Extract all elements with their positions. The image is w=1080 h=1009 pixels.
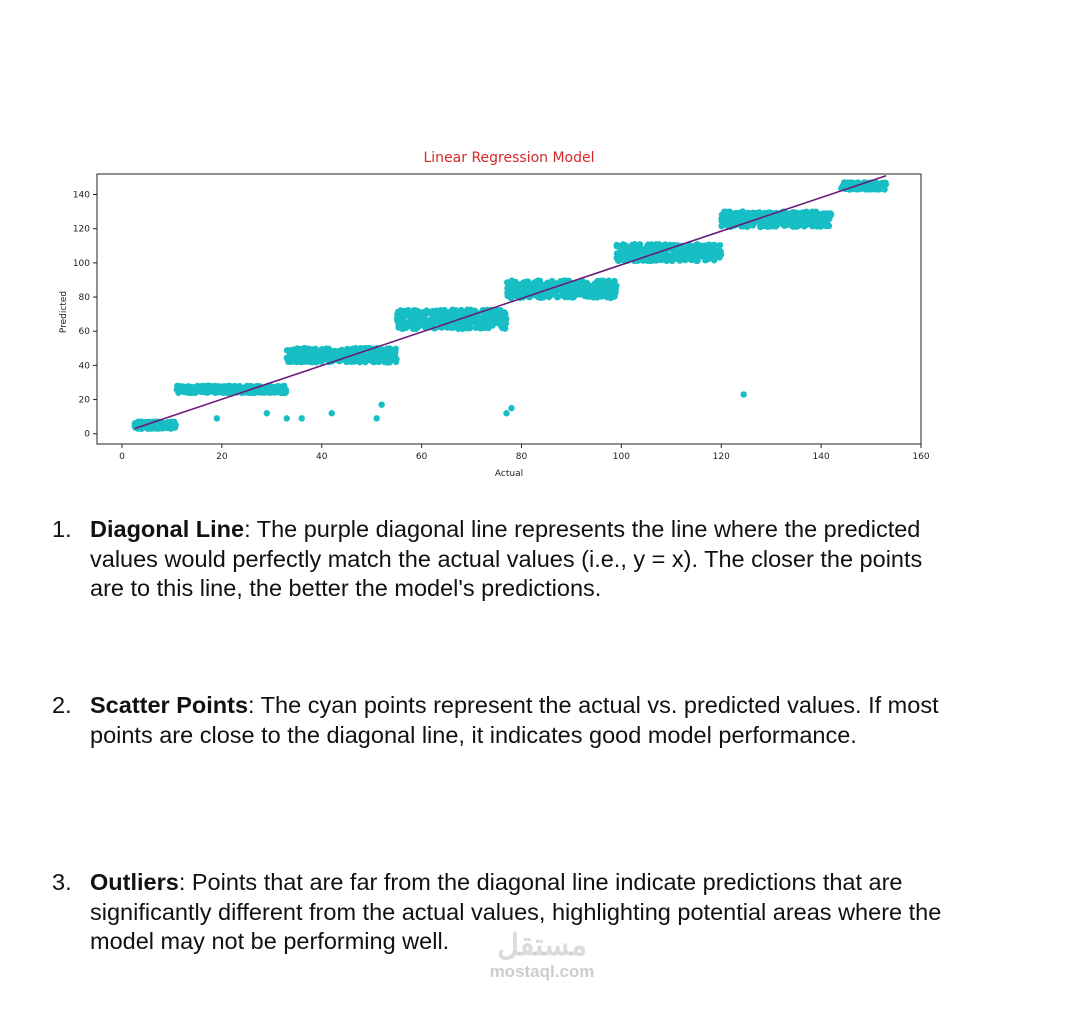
- data-point: [463, 323, 469, 329]
- data-point: [801, 212, 807, 218]
- y-tick-label: 60: [78, 327, 90, 338]
- data-point: [682, 248, 688, 254]
- data-point: [444, 310, 450, 316]
- data-point: [395, 309, 401, 315]
- data-point: [699, 244, 705, 250]
- note-term: Scatter Points: [90, 692, 249, 718]
- y-axis: [73, 191, 97, 440]
- outlier-point: [284, 415, 290, 421]
- data-point: [502, 311, 508, 317]
- chart-title: Linear Regression Model: [423, 150, 595, 166]
- x-axis-label: Actual: [494, 469, 524, 479]
- data-point: [554, 293, 560, 299]
- note-number: 1.: [52, 516, 72, 542]
- data-point: [389, 349, 395, 355]
- x-axis: [119, 444, 930, 462]
- data-point: [538, 283, 544, 289]
- x-tick-label: 100: [612, 452, 630, 462]
- note-text: : The purple diagonal line represents the line where the predicted values would perfectly match the actual values (i.e., y = x). The closer the points are to this line, the better the model's predictions.: [90, 516, 923, 601]
- data-point: [402, 319, 408, 325]
- data-point: [363, 353, 369, 359]
- data-point: [204, 388, 210, 394]
- data-point: [306, 349, 312, 355]
- data-point: [290, 358, 296, 364]
- diagonal-line: [134, 176, 886, 429]
- data-point: [881, 186, 887, 192]
- y-tick-label: 80: [78, 293, 90, 304]
- data-point: [300, 359, 306, 365]
- note-number: 2.: [52, 692, 72, 718]
- data-point: [823, 210, 829, 216]
- data-point: [495, 307, 501, 313]
- data-point: [717, 248, 723, 254]
- data-point: [508, 290, 514, 296]
- data-point: [542, 292, 548, 298]
- y-tick-label: 20: [78, 395, 90, 406]
- diagonal-line-series: [134, 176, 886, 429]
- watermark-latin: mostaql.com: [489, 962, 595, 981]
- scatter-chart: [0, 0, 1080, 500]
- data-point: [864, 186, 870, 192]
- data-point: [326, 355, 332, 361]
- data-point: [560, 292, 566, 298]
- x-tick-label: 120: [712, 452, 730, 462]
- data-point: [385, 358, 391, 364]
- data-point: [793, 217, 799, 223]
- data-point: [339, 347, 345, 353]
- data-point: [312, 349, 318, 355]
- data-point: [396, 319, 402, 325]
- data-point: [527, 288, 533, 294]
- data-point: [823, 223, 829, 229]
- data-point: [309, 355, 315, 361]
- data-point: [669, 258, 675, 264]
- note-number: 3.: [52, 869, 72, 895]
- data-point: [606, 277, 612, 283]
- data-point: [691, 243, 697, 249]
- data-point: [176, 387, 182, 393]
- note-text: : Points that are far from the diagonal line indicate predictions that are significantly different from the actual values, highlighting potential areas where the model may not be performing well.: [90, 869, 942, 954]
- data-point: [662, 242, 668, 248]
- x-tick-label: 140: [812, 452, 830, 462]
- data-point: [876, 186, 882, 192]
- data-point: [659, 254, 665, 260]
- data-point: [610, 291, 616, 297]
- data-point: [588, 284, 594, 290]
- data-point: [809, 208, 815, 214]
- data-point: [597, 290, 603, 296]
- x-tick-label: 160: [912, 452, 930, 462]
- outlier-point: [741, 391, 747, 397]
- outlier-point: [299, 415, 305, 421]
- watermark-arabic: مستقل: [497, 929, 587, 962]
- data-point: [841, 181, 847, 187]
- data-point: [357, 358, 363, 364]
- data-point: [625, 250, 631, 256]
- data-point: [410, 326, 416, 332]
- data-point: [800, 220, 806, 226]
- data-point: [516, 287, 522, 293]
- data-point: [672, 249, 678, 255]
- data-point: [618, 253, 624, 259]
- data-point: [318, 358, 324, 364]
- data-point: [170, 421, 176, 427]
- data-point: [739, 213, 745, 219]
- data-point: [677, 257, 683, 263]
- data-point: [576, 291, 582, 297]
- outlier-point: [329, 410, 335, 416]
- outlier-point: [264, 410, 270, 416]
- data-point: [499, 321, 505, 327]
- outlier-point: [373, 415, 379, 421]
- y-tick-label: 40: [78, 361, 90, 372]
- data-point: [480, 325, 486, 331]
- x-tick-label: 40: [316, 452, 328, 462]
- outlier-point: [503, 410, 509, 416]
- data-point: [433, 308, 439, 314]
- outlier-point: [214, 415, 220, 421]
- data-point: [727, 210, 733, 216]
- note-text: : The cyan points represent the actual vs. predicted values. If most points are close to the diagonal line, it indicates good model performance.: [90, 692, 939, 748]
- data-point: [475, 321, 481, 327]
- data-point: [647, 245, 653, 251]
- data-point: [621, 243, 627, 249]
- y-axis-label: Predicted: [59, 290, 69, 334]
- data-point: [486, 321, 492, 327]
- data-point: [531, 280, 537, 286]
- data-point: [419, 319, 425, 325]
- data-point: [375, 359, 381, 365]
- data-point: [357, 345, 363, 351]
- note-term: Outliers: [90, 869, 179, 895]
- data-point: [695, 253, 701, 259]
- outlier-point: [508, 405, 514, 411]
- data-point: [516, 281, 522, 287]
- data-point: [721, 211, 727, 217]
- data-point: [752, 210, 758, 216]
- note-scatter-points: [52, 691, 942, 750]
- data-point: [506, 282, 512, 288]
- data-point: [377, 349, 383, 355]
- data-point: [467, 307, 473, 313]
- watermark-logo: [472, 930, 612, 982]
- data-point: [403, 325, 409, 331]
- y-tick-label: 0: [84, 429, 90, 440]
- data-point: [537, 278, 543, 284]
- data-point: [572, 282, 578, 288]
- data-point: [806, 219, 812, 225]
- scatter-series: [132, 179, 890, 432]
- data-point: [254, 389, 260, 395]
- x-tick-label: 60: [415, 452, 428, 462]
- data-point: [814, 219, 820, 225]
- note-diagonal-line: [52, 515, 942, 604]
- data-point: [703, 250, 709, 256]
- data-point: [557, 278, 563, 284]
- outlier-point: [378, 401, 384, 407]
- y-tick-label: 100: [72, 258, 90, 269]
- y-tick-label: 120: [72, 224, 90, 235]
- data-point: [190, 386, 196, 392]
- y-tick-label: 140: [72, 190, 90, 201]
- data-point: [718, 223, 724, 229]
- data-point: [261, 388, 267, 394]
- data-point: [794, 210, 800, 216]
- data-point: [484, 313, 490, 319]
- x-tick-label: 0: [119, 452, 125, 462]
- data-point: [165, 421, 171, 427]
- note-term: Diagonal Line: [90, 516, 245, 542]
- data-point: [294, 345, 300, 351]
- data-point: [214, 384, 220, 390]
- data-point: [782, 215, 788, 221]
- data-point: [411, 307, 417, 313]
- x-tick-label: 20: [216, 452, 228, 462]
- data-point: [427, 310, 433, 316]
- x-tick-label: 80: [515, 452, 528, 462]
- data-point: [768, 220, 774, 226]
- data-point: [266, 388, 272, 394]
- data-point: [393, 356, 399, 362]
